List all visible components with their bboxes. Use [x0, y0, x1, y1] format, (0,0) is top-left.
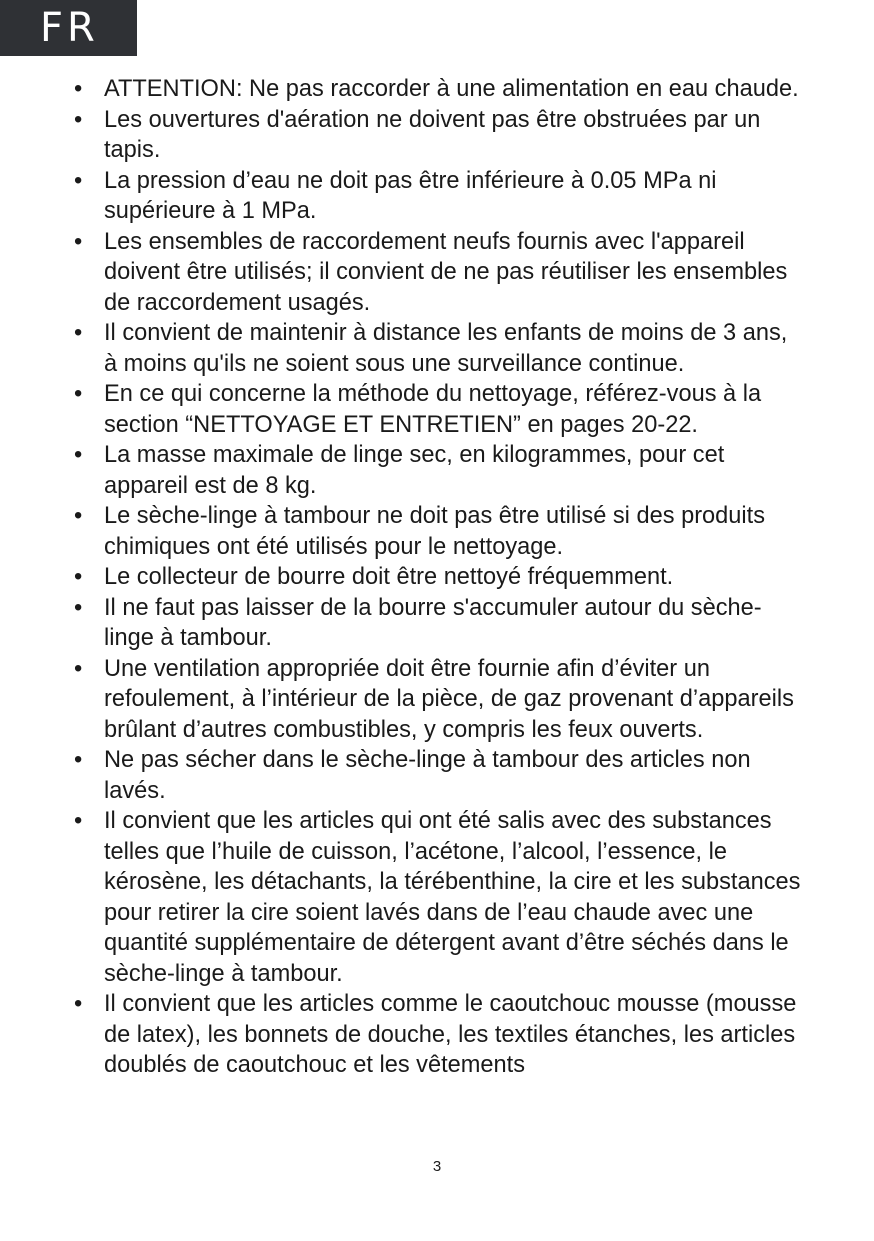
- list-item: [66, 318, 806, 379]
- bullet-icon: •: [74, 442, 83, 468]
- list-item: [66, 806, 806, 989]
- list-item: [66, 379, 806, 440]
- list-item-text: Le collecteur de bourre doit être nettoyé fréquemment.: [104, 564, 674, 590]
- list-item-text: Ne pas sécher dans le sèche-linge à tambour des articles non lavés.: [104, 747, 751, 804]
- list-item: [66, 745, 806, 806]
- bullet-icon: •: [74, 167, 83, 194]
- list-item-text: Il ne faut pas laisser de la bourre s'accumuler autour du sèche-linge à tambour.: [104, 594, 762, 651]
- bullet-icon: •: [74, 564, 83, 590]
- list-item-text: Il convient que les articles qui ont été salis avec des substances telles que l’huile de cuisson, l’acétone, l’alcool, l’essence, le kérosène, les détachants, la térébenthine, la cire et les substances pour retirer la cire soient lavés dans de l’eau chaude avec une quantité supplémentaire de détergent avant d’être séchés dans le sèche-linge à tambour.: [104, 808, 801, 987]
- list-item-text: Le sèche-linge à tambour ne doit pas être utilisé si des produits chimiques ont été utilisés pour le nettoyage.: [104, 503, 766, 560]
- list-item: [66, 654, 806, 746]
- list-item: [66, 562, 806, 593]
- bullet-icon: •: [74, 320, 83, 346]
- safety-instructions: [66, 74, 806, 1081]
- list-item-text: Il convient que les articles comme le caoutchouc mousse (mousse de latex), les bonnets de douche, les textiles étanches, les articles doublés de caoutchouc et les vêtements: [104, 991, 797, 1078]
- list-item-text: Il convient de maintenir à distance les enfants de moins de 3 ans, à moins qu'ils ne soient sous une surveillance continue.: [104, 320, 788, 377]
- bullet-icon: •: [74, 76, 83, 102]
- list-item-text: ATTENTION: Ne pas raccorder à une alimentation en eau chaude.: [104, 76, 799, 102]
- list-item: [66, 105, 806, 166]
- list-item: [66, 501, 806, 562]
- list-item: [66, 440, 806, 501]
- list-item: [66, 593, 806, 654]
- list-item: [66, 227, 806, 319]
- bullet-icon: •: [74, 991, 83, 1017]
- bullet-icon: •: [74, 381, 83, 407]
- bullet-icon: •: [74, 747, 83, 773]
- list-item-text: Les ensembles de raccordement neufs fournis avec l'appareil doivent être utilisés; il convient de ne pas réutiliser les ensembles de raccordement usagés.: [104, 228, 788, 316]
- list-item: [66, 989, 806, 1081]
- list-item-text: Une ventilation appropriée doit être fournie afin d’éviter un refoulement, à l’intérieur de la pièce, de gaz provenant d’appareils brûlant d’autres combustibles, y compris les feux ouverts.: [104, 655, 794, 743]
- language-tab: [0, 0, 137, 56]
- bullet-icon: •: [74, 655, 83, 682]
- list-item: [66, 74, 806, 105]
- page-number: 3: [432, 1158, 442, 1175]
- instruction-list: [66, 74, 806, 1081]
- bullet-icon: •: [74, 503, 83, 529]
- bullet-icon: •: [74, 594, 83, 621]
- bullet-icon: •: [74, 106, 83, 133]
- list-item-text: Les ouvertures d'aération ne doivent pas être obstruées par un tapis.: [104, 106, 761, 163]
- language-code: FR: [40, 5, 99, 51]
- bullet-icon: •: [74, 808, 83, 834]
- list-item-text: La pression d’eau ne doit pas être inférieure à 0.05 MPa ni supérieure à 1 MPa.: [104, 167, 717, 224]
- bullet-icon: •: [74, 228, 83, 255]
- list-item-text: En ce qui concerne la méthode du nettoyage, référez-vous à la section “NETTOYAGE ET ENTRETIEN” en pages 20-22.: [104, 381, 762, 438]
- list-item-text: La masse maximale de linge sec, en kilogrammes, pour cet appareil est de 8 kg.: [104, 442, 725, 499]
- list-item: [66, 166, 806, 227]
